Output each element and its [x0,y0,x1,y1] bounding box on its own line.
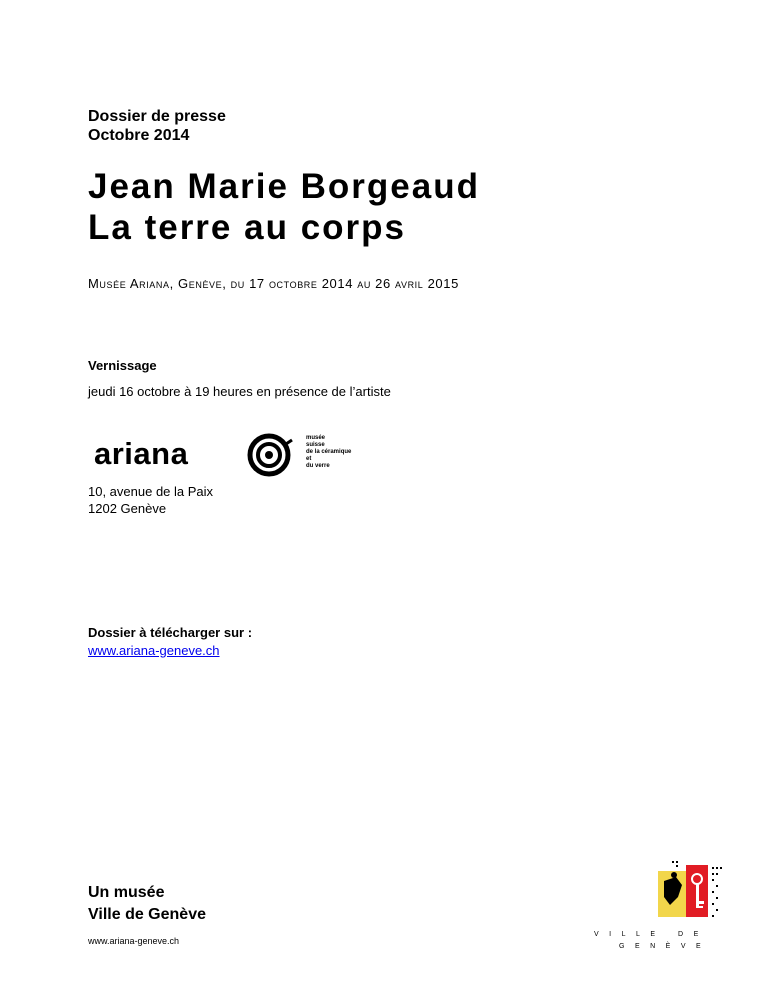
download-label: Dossier à télécharger sur : [88,625,253,640]
spiral-logo-icon [246,432,294,478]
geneva-city-logo [590,857,730,957]
download-link[interactable]: www.ariana-geneve.ch [88,643,220,658]
ariana-logo-caption [306,435,351,470]
logo-caption-line: et [306,456,312,462]
city-logo-line2: GENÈVE [619,943,712,950]
footer-url: www.ariana-geneve.ch [88,936,180,946]
address-city: 1202 Genève [88,501,167,516]
logo-caption-line: suisse [306,442,325,448]
exhibition-title: La terre au corps [88,208,406,247]
exhibition-artist-title: Jean Marie Borgeaud [88,167,480,206]
logo-caption-line: musée [306,435,326,441]
exhibition-venue-dates: Musée Ariana, Genève, du 17 octobre 2014 au 26 avril 2015 [88,276,459,291]
geneva-coat-of-arms-icon [654,857,726,929]
ariana-logo [88,432,360,478]
logo-caption-line: de la céramique [306,449,352,455]
ariana-wordmark-box [88,432,224,478]
footer-museum-label: Un musée [88,884,165,901]
footer-city-label: Ville de Genève [88,906,206,923]
city-logo-line1: VILLE DE [594,931,709,938]
vernissage-label: Vernissage [88,358,157,373]
logo-caption-line: du verre [306,463,330,469]
address-street: 10, avenue de la Paix [88,484,214,499]
press-kit-date: Octobre 2014 [88,127,190,144]
ariana-wordmark: ariana [94,436,189,471]
vernissage-text: jeudi 16 octobre à 19 heures en présence de l’artiste [88,384,391,399]
press-kit-label: Dossier de presse [88,108,226,125]
